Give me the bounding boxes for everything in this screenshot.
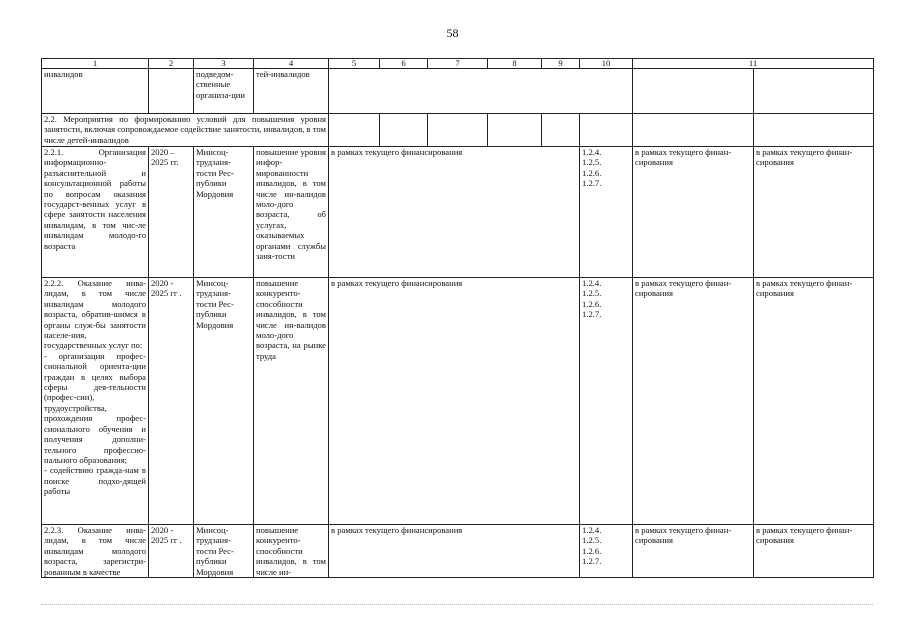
sect-col-6 bbox=[380, 114, 428, 147]
event-cell: 2.2.1. Организация информационно-разъяснительной и консультационной работы по вопросам оказания государст-венных услуг в сфере занятости населения инвалидам, в том чис-ле инвалидам молодо-го возраста bbox=[42, 147, 149, 278]
col11a-cell: в рамках текущего финан-сирования bbox=[633, 147, 754, 278]
indicators-cell: 1.2.4. 1.2.5. 1.2.6. 1.2.7. bbox=[580, 278, 633, 525]
sect-col-8 bbox=[488, 114, 542, 147]
header-col-3: 3 bbox=[194, 59, 254, 69]
executor-cell: Минсоц-трудзаня-тости Рес-публики Мордовия bbox=[194, 147, 254, 278]
event-cell: 2.2.3. Оказание инва-лидам, в том числе инвалидам молодого возраста, зарегистри-рованным в качестве bbox=[42, 525, 149, 578]
executor-cell: Минсоц-трудзаня-тости Рес-публики Мордовия bbox=[194, 525, 254, 578]
table-row bbox=[42, 525, 874, 578]
term-cell: 2020 - 2025 гг . bbox=[149, 525, 194, 578]
page-bottom-edge bbox=[41, 604, 873, 607]
col11b-cell: в рамках текущего финан-сирования bbox=[754, 525, 874, 578]
sect-col-5 bbox=[329, 114, 380, 147]
term-cell: 2020 – 2025 гг. bbox=[149, 147, 194, 278]
sect-col-9 bbox=[542, 114, 580, 147]
header-col-9: 9 bbox=[542, 59, 580, 69]
header-row bbox=[42, 59, 874, 69]
cont-col-4: тей-инвалидов bbox=[254, 69, 329, 114]
col11a-cell: в рамках текущего финан-сирования bbox=[633, 278, 754, 525]
table-row bbox=[42, 147, 874, 278]
continuation-row bbox=[42, 69, 874, 114]
result-cell: повышение конкуренто-способности инвалидов, в том числе ин-валидов моло-дого возраста, на рынке труда bbox=[254, 278, 329, 525]
cont-col-5-10 bbox=[329, 69, 633, 114]
header-col-8: 8 bbox=[488, 59, 542, 69]
financing-cell: в рамках текущего финансирования bbox=[329, 278, 580, 525]
financing-cell: в рамках текущего финансирования bbox=[329, 525, 580, 578]
cont-col-2 bbox=[149, 69, 194, 114]
col11b-cell: в рамках текущего финан-сирования bbox=[754, 278, 874, 525]
sect-col-11b bbox=[754, 114, 874, 147]
col11b-cell: в рамках текущего финан-сирования bbox=[754, 147, 874, 278]
header-col-6: 6 bbox=[380, 59, 428, 69]
sect-col-7 bbox=[428, 114, 488, 147]
header-col-1: 1 bbox=[42, 59, 149, 69]
col11a-cell: в рамках текущего финан-сирования bbox=[633, 525, 754, 578]
indicators-cell: 1.2.4. 1.2.5. 1.2.6. 1.2.7. bbox=[580, 147, 633, 278]
section-heading: 2.2. Мероприятия по формированию условий для повышения уровня занятости, включая сопровождаемое содействие занятости, инвалидов, в том числе детей-инвалидов bbox=[42, 114, 329, 147]
header-col-11: 11 bbox=[633, 59, 874, 69]
page-number: 58 bbox=[446, 26, 459, 40]
indicators-cell: 1.2.4. 1.2.5. 1.2.6. 1.2.7. bbox=[580, 525, 633, 578]
cont-col-11a bbox=[633, 69, 754, 114]
program-table bbox=[41, 58, 874, 578]
header-col-10: 10 bbox=[580, 59, 633, 69]
event-cell: 2.2.2. Оказание инва-лидам, в том числе инвалидам молодого возраста, обратив-шимся в органы служ-бы занятости населе-ния, государственных услуг по: - организации профес-сиональной ориента-ции граждан в целях выбора сферы дея-тельности (профес-сии), трудоустройства, прохождения профес-сионального обучения и получения дополни-тельного профессио-нального образования; - содействию гражда-нам в поиске подхо-дящей работы bbox=[42, 278, 149, 525]
header-col-7: 7 bbox=[428, 59, 488, 69]
cont-col-1: инвалидов bbox=[42, 69, 149, 114]
header-col-4: 4 bbox=[254, 59, 329, 69]
result-cell: повышение конкуренто-способности инвалидов, в том числе ин- bbox=[254, 525, 329, 578]
result-cell: повышение уровня инфор-мированности инвалидов, в том числе ин-валидов моло-дого возраста, об услугах, оказываемых органами службы заня-тости bbox=[254, 147, 329, 278]
header-col-5: 5 bbox=[329, 59, 380, 69]
financing-cell: в рамках текущего финансирования bbox=[329, 147, 580, 278]
term-cell: 2020 - 2025 гг . bbox=[149, 278, 194, 525]
header-col-2: 2 bbox=[149, 59, 194, 69]
table-row bbox=[42, 278, 874, 525]
cont-col-11b bbox=[754, 69, 874, 114]
cont-col-3: подведом-ственные организа-ции bbox=[194, 69, 254, 114]
sect-col-11a bbox=[633, 114, 754, 147]
executor-cell: Минсоц-трудзаня-тости Рес-публики Мордовия bbox=[194, 278, 254, 525]
sect-col-10 bbox=[580, 114, 633, 147]
section-row bbox=[42, 114, 874, 147]
